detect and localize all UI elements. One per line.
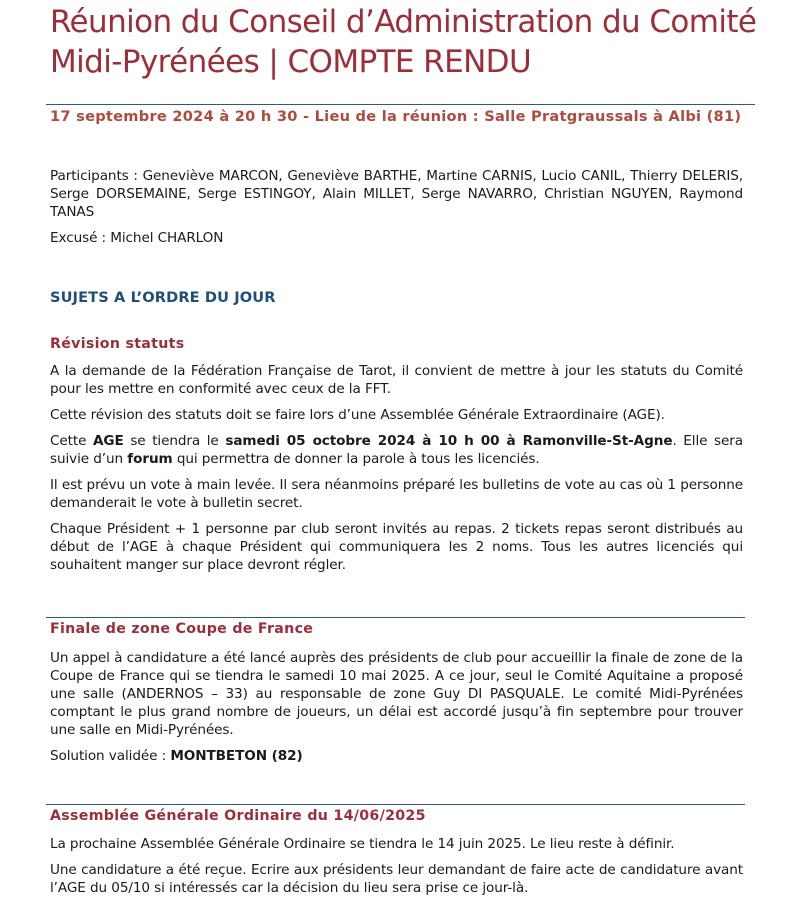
revision-paragraph-2: Cette révision des statuts doit se faire lors d’une Assemblée Générale Extraordinaire (AGE). bbox=[50, 407, 665, 423]
agenda-heading: SUJETS A L’ORDRE DU JOUR bbox=[50, 289, 276, 306]
meeting-info: 17 septembre 2024 à 20 h 30 - Lieu de la réunion : Salle Pratgraussals à Albi (81) bbox=[50, 108, 742, 125]
bold-forum: forum bbox=[127, 451, 173, 467]
section-divider-1 bbox=[46, 617, 745, 618]
title-divider bbox=[46, 104, 755, 105]
text-run: se tiendra le bbox=[123, 433, 226, 449]
text-run: qui permettra de donner la parole à tous les licenciés. bbox=[172, 451, 540, 467]
section-heading-finale-zone: Finale de zone Coupe de France bbox=[50, 621, 314, 637]
section-heading-ago: Assemblée Générale Ordinaire du 14/06/2025 bbox=[50, 808, 426, 824]
text-run: . Elle sera suivie d’un bbox=[50, 433, 743, 467]
revision-paragraph-4: Il est prévu un vote à main levée. Il sera néanmoins préparé les bulletins de vote au cas où 1 personne demanderait le vote à bulletin secret. bbox=[50, 477, 743, 511]
excused-text: Excusé : Michel CHARLON bbox=[50, 230, 224, 246]
finale-paragraph-1: Un appel à candidature a été lancé auprès des présidents de club pour accueillir la finale de zone de la Coupe de France qui se tiendra le samedi 10 mai 2025. A ce jour, seul le Comité Aquitaine a proposé une salle (ANDERNOS – 33) au responsable de zone Guy DI PASQUALE. Le comité Midi-Pyrénées comptant le plus grand nombre de joueurs, un délai est accordé jusqu’à fin septembre pour trouver une salle en Midi-Pyrénées. bbox=[50, 650, 743, 738]
ago-paragraph-2: Une candidature a été reçue. Ecrire aux présidents leur demandant de faire acte de candidature avant l’AGE du 05/10 si intéressés car la décision du lieu sera prise ce jour-là. bbox=[50, 862, 743, 896]
ago-paragraph-1: La prochaine Assemblée Générale Ordinaire se tiendra le 14 juin 2025. Le lieu reste à définir. bbox=[50, 836, 675, 852]
bold-age: AGE bbox=[93, 433, 124, 449]
finale-solution bbox=[50, 747, 743, 765]
revision-paragraph-5: Chaque Président + 1 personne par club seront invités au repas. 2 tickets repas seront distribués au début de l’AGE à chaque Président qui communiquera les 2 noms. Tous les autres licenciés qui souhaitent manger sur place devront régler. bbox=[50, 521, 743, 573]
revision-paragraph-3 bbox=[50, 432, 743, 468]
participants-text: Participants : Geneviève MARCON, Geneviève BARTHE, Martine CARNIS, Lucio CANIL, Thierry DELERIS, Serge DORSEMAINE, Serge ESTINGOY, Alain MILLET, Serge NAVARRO, Christian NGUYEN, Raymond TANAS bbox=[50, 168, 743, 220]
bold-age-date: samedi 05 octobre 2024 à 10 h 00 à Ramonville-St-Agne bbox=[225, 433, 673, 449]
section-heading-revision-statuts: Révision statuts bbox=[50, 336, 185, 352]
page-title: Réunion du Conseil d’Administration du Comité Midi-Pyrénées | COMPTE RENDU bbox=[50, 4, 757, 80]
text-run: Cette bbox=[50, 433, 94, 449]
solution-value: MONTBETON (82) bbox=[170, 748, 303, 764]
section-divider-2 bbox=[46, 804, 745, 805]
solution-label: Solution validée : bbox=[50, 748, 171, 764]
revision-paragraph-1: A la demande de la Fédération Française de Tarot, il convient de mettre à jour les statuts du Comité pour les mettre en conformité avec ceux de la FFT. bbox=[50, 363, 743, 397]
